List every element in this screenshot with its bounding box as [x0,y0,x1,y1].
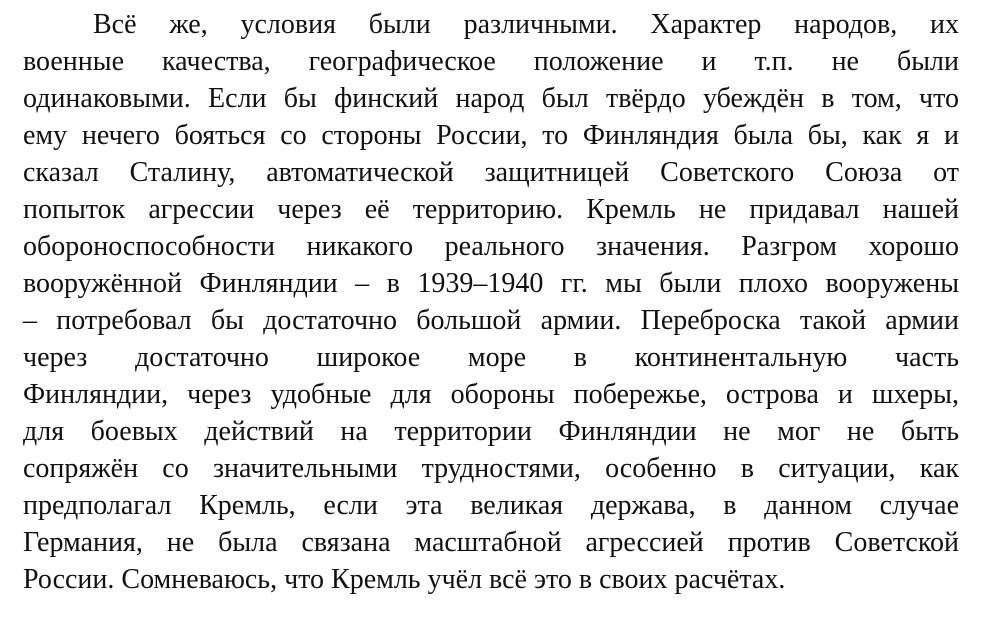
text-line: вооружённой Финляндии – в 1939–1940 гг. мы были плохо вооружены [23,268,959,299]
text-line: для боевых действий на территории Финляндии не мог не быть [23,416,959,447]
text-line: Финляндии, через удобные для обороны побережье, острова и шхеры, [23,379,959,410]
text-line: ему нечего бояться со стороны России, то Финляндия была бы, как я и [23,120,959,151]
text-line: сказал Сталину, автоматической защитницей Советского Союза от [23,157,959,188]
text-line: военные качества, географическое положение и т.п. не были [23,46,959,77]
text-line: сопряжён со значительными трудностями, особенно в ситуации, как [23,453,959,484]
text-line: через достаточно широкое море в континентальную часть [23,342,959,373]
text-line: – потребовал бы достаточно большой армии. Переброска такой армии [23,305,959,336]
text-line: одинаковыми. Если бы финский народ был твёрдо убеждён в том, что [23,83,959,114]
text-line: Германия, не была связана масштабной агрессией против Советской [23,527,959,558]
text-line: обороноспособности никакого реального значения. Разгром хорошо [23,231,959,262]
text-line: Всё же, условия были различными. Характер народов, их [93,9,959,40]
text-line: предполагал Кремль, если эта великая держава, в данном случае [23,490,959,521]
text-line-last: России. Сомневаюсь, что Кремль учёл всё это в своих расчётах. [23,564,786,595]
document-page [23,6,959,611]
text-line: попыток агрессии через её территорию. Кремль не придавал нашей [23,194,959,225]
